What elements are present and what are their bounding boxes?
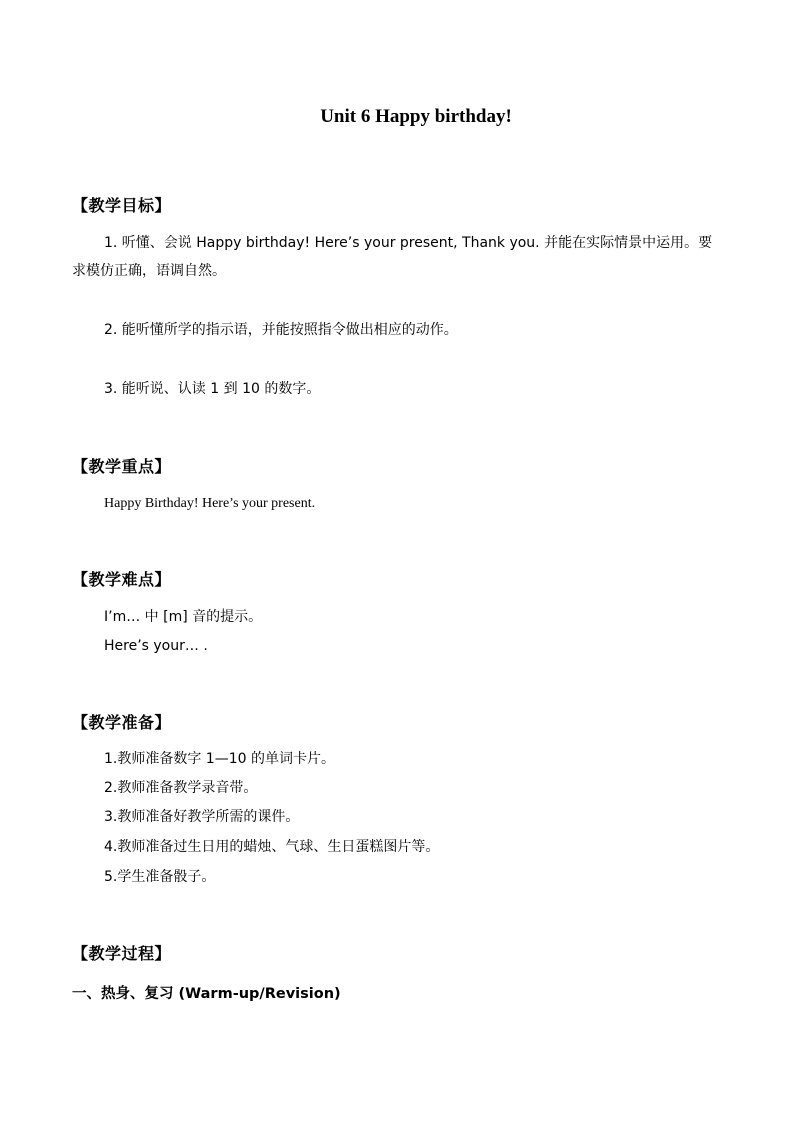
objectives-heading: 【教学目标】 [72,196,172,215]
objective-1-line2: 求模仿正确，语调自然。 [72,263,226,279]
document-title: Unit 6 Happy birthday! [320,106,512,127]
preparation-item: 4.教师准备过生日用的蜡烛、气球、生日蛋糕图片等。 [104,839,440,855]
objective-3: 3. 能听说、认读 1 到 10 的数字。 [104,381,321,397]
process-heading: 【教学过程】 [72,944,172,963]
objective-2: 2. 能听懂所学的指示语，并能按照指令做出相应的动作。 [104,322,458,338]
objective-1-line1: 1. 听懂、会说 Happy birthday! Here’s your present, Thank you. 并能在实际情景中运用。要 [104,235,713,251]
key-point-line: Happy Birthday! Here’s your present. [104,496,316,511]
key-points-heading: 【教学重点】 [72,457,172,476]
difficulty-line-2: Here’s your… . [104,638,208,654]
preparation-item: 5.学生准备骰子。 [104,869,216,885]
difficulty-line-1: I’m… 中 [m] 音的提示。 [104,609,263,625]
difficulties-heading: 【教学难点】 [72,570,172,589]
preparation-item: 2.教师准备教学录音带。 [104,780,258,796]
preparation-heading: 【教学准备】 [72,713,172,732]
preparation-item: 1.教师准备数字 1—10 的单词卡片。 [104,751,335,767]
preparation-item: 3.教师准备好教学所需的课件。 [104,809,300,825]
process-subheading: 一、热身、复习 (Warm-up/Revision) [72,986,341,1002]
